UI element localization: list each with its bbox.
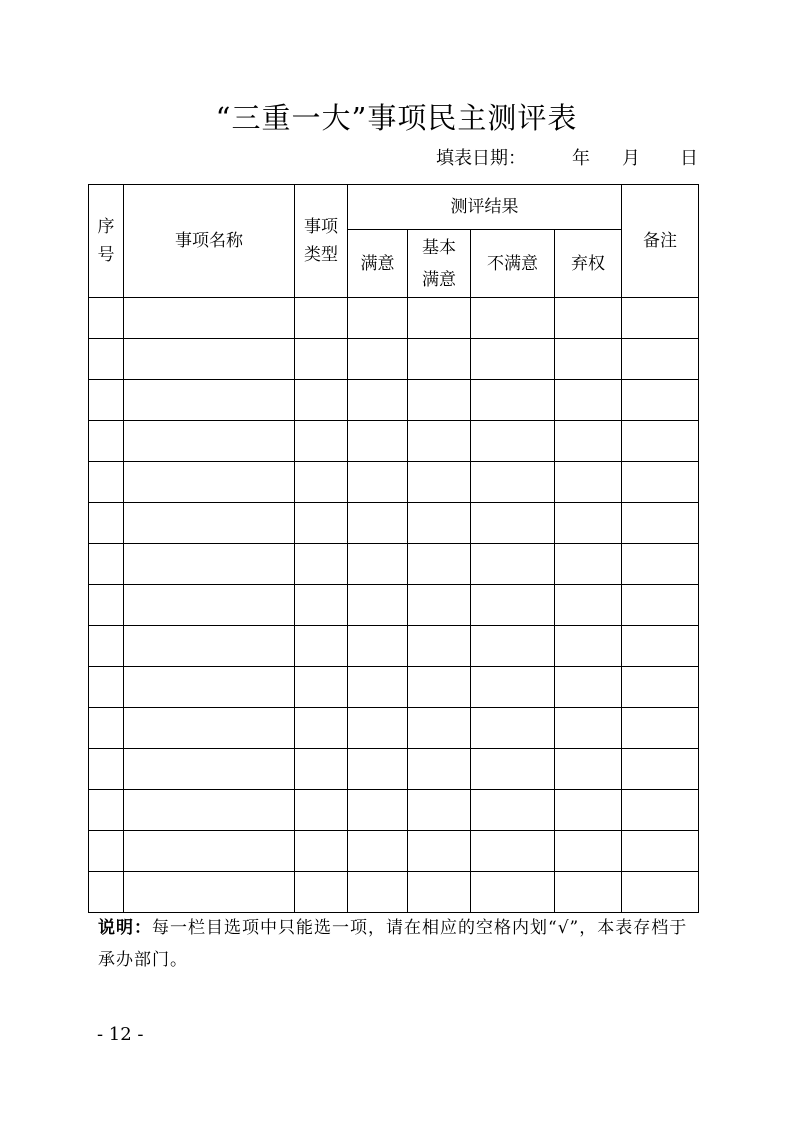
- table-cell[interactable]: [622, 626, 699, 667]
- header-unsatisfied: 不满意: [471, 230, 555, 298]
- table-cell[interactable]: [622, 298, 699, 339]
- table-cell[interactable]: [408, 421, 471, 462]
- table-cell[interactable]: [348, 708, 408, 749]
- header-basic-satisfied: [408, 230, 471, 298]
- table-cell[interactable]: [555, 831, 622, 872]
- table-cell[interactable]: [124, 503, 295, 544]
- table-cell[interactable]: [295, 790, 348, 831]
- table-row: [89, 749, 699, 790]
- table-cell[interactable]: [622, 872, 699, 913]
- table-cell[interactable]: [471, 872, 555, 913]
- table-cell[interactable]: [295, 339, 348, 380]
- table-row: [89, 585, 699, 626]
- instructions-note: [98, 912, 698, 976]
- table-cell[interactable]: [408, 872, 471, 913]
- table-cell[interactable]: [622, 831, 699, 872]
- table-cell[interactable]: [408, 790, 471, 831]
- table-cell[interactable]: [124, 380, 295, 421]
- table-cell[interactable]: [124, 544, 295, 585]
- table-cell[interactable]: [348, 462, 408, 503]
- table-cell[interactable]: [408, 831, 471, 872]
- table-cell[interactable]: [555, 462, 622, 503]
- table-cell[interactable]: [89, 298, 124, 339]
- table-cell[interactable]: [348, 749, 408, 790]
- table-row: [89, 421, 699, 462]
- table-cell[interactable]: [124, 339, 295, 380]
- header-remark: 备注: [622, 185, 699, 298]
- table-cell[interactable]: [408, 503, 471, 544]
- table-cell[interactable]: [471, 626, 555, 667]
- table-cell[interactable]: [622, 339, 699, 380]
- table-cell[interactable]: [295, 831, 348, 872]
- evaluation-table: [88, 184, 699, 913]
- table-cell[interactable]: [124, 462, 295, 503]
- table-cell[interactable]: [348, 339, 408, 380]
- table-cell[interactable]: [555, 339, 622, 380]
- header-abstain: 弃权: [555, 230, 622, 298]
- table-cell[interactable]: [89, 790, 124, 831]
- table-cell[interactable]: [89, 831, 124, 872]
- table-cell[interactable]: [471, 380, 555, 421]
- table-cell[interactable]: [622, 421, 699, 462]
- table-cell[interactable]: [555, 667, 622, 708]
- table-cell[interactable]: [124, 667, 295, 708]
- page-title: “三重一大”事项民主测评表: [215, 101, 578, 135]
- table-cell[interactable]: [471, 831, 555, 872]
- header-seq: [89, 185, 124, 298]
- table-row: [89, 708, 699, 749]
- table-cell[interactable]: [348, 872, 408, 913]
- table-cell[interactable]: [471, 298, 555, 339]
- table-cell[interactable]: [348, 298, 408, 339]
- table-row: [89, 626, 699, 667]
- table-cell[interactable]: [348, 503, 408, 544]
- table-cell[interactable]: [295, 626, 348, 667]
- table-cell[interactable]: [89, 544, 124, 585]
- table-cell[interactable]: [89, 667, 124, 708]
- table-cell[interactable]: [348, 380, 408, 421]
- table-cell[interactable]: [124, 790, 295, 831]
- table-cell[interactable]: [295, 667, 348, 708]
- table-cell[interactable]: [89, 626, 124, 667]
- table-cell[interactable]: [408, 544, 471, 585]
- table-cell[interactable]: [471, 421, 555, 462]
- table-row: [89, 298, 699, 339]
- table-cell[interactable]: [295, 872, 348, 913]
- table-cell[interactable]: [89, 708, 124, 749]
- table-cell[interactable]: [555, 585, 622, 626]
- table-cell[interactable]: [622, 585, 699, 626]
- fill-date-label: 填表日期：: [436, 148, 526, 169]
- header-name: 事项名称: [124, 185, 295, 298]
- table-cell[interactable]: [348, 421, 408, 462]
- header-basic-satisfied-label: 基本满意: [422, 237, 456, 290]
- table-cell[interactable]: [555, 380, 622, 421]
- note-text: 每一栏目选项中只能选一项，请在相应的空格内划“√”，本表存档于承办部门。: [98, 918, 688, 970]
- table-cell[interactable]: [124, 298, 295, 339]
- table-cell[interactable]: [348, 790, 408, 831]
- table-cell[interactable]: [89, 462, 124, 503]
- table-cell[interactable]: [348, 831, 408, 872]
- table-cell[interactable]: [89, 585, 124, 626]
- fill-date: [436, 144, 698, 168]
- table-cell[interactable]: [124, 749, 295, 790]
- table-cell[interactable]: [89, 380, 124, 421]
- table-cell[interactable]: [471, 749, 555, 790]
- table-cell[interactable]: [555, 708, 622, 749]
- table-cell[interactable]: [555, 872, 622, 913]
- table-cell[interactable]: [622, 790, 699, 831]
- table-row: [89, 872, 699, 913]
- table-cell[interactable]: [471, 585, 555, 626]
- page-number: - 12 -: [97, 1024, 144, 1045]
- table-cell[interactable]: [471, 790, 555, 831]
- table-cell[interactable]: [295, 708, 348, 749]
- table-cell[interactable]: [124, 831, 295, 872]
- table-cell[interactable]: [622, 544, 699, 585]
- header-type-label: 事项类型: [304, 217, 338, 265]
- table-cell[interactable]: [471, 339, 555, 380]
- table-cell[interactable]: [471, 462, 555, 503]
- table-cell[interactable]: [622, 749, 699, 790]
- table-cell[interactable]: [408, 626, 471, 667]
- table-cell[interactable]: [295, 585, 348, 626]
- table-cell[interactable]: [295, 503, 348, 544]
- table-cell[interactable]: [471, 667, 555, 708]
- table-cell[interactable]: [89, 749, 124, 790]
- table-cell[interactable]: [124, 421, 295, 462]
- table-cell[interactable]: [408, 462, 471, 503]
- table-cell[interactable]: [124, 708, 295, 749]
- table-cell[interactable]: [622, 380, 699, 421]
- header-type: [295, 185, 348, 298]
- table-row: [89, 503, 699, 544]
- table-cell[interactable]: [89, 872, 124, 913]
- fill-date-day: 日: [680, 148, 698, 169]
- table-cell[interactable]: [555, 503, 622, 544]
- table-cell[interactable]: [408, 749, 471, 790]
- table-row: [89, 380, 699, 421]
- table-row: [89, 667, 699, 708]
- table-cell[interactable]: [295, 380, 348, 421]
- table-cell[interactable]: [555, 544, 622, 585]
- table-cell[interactable]: [124, 626, 295, 667]
- header-satisfied: 满意: [348, 230, 408, 298]
- table-cell[interactable]: [622, 462, 699, 503]
- table-cell[interactable]: [348, 585, 408, 626]
- table-cell[interactable]: [89, 339, 124, 380]
- table-row: [89, 339, 699, 380]
- table-cell[interactable]: [408, 667, 471, 708]
- header-eval-group: 测评结果: [348, 185, 622, 230]
- table-cell[interactable]: [555, 749, 622, 790]
- table-cell[interactable]: [555, 298, 622, 339]
- table-cell[interactable]: [295, 749, 348, 790]
- table-cell[interactable]: [348, 626, 408, 667]
- table-cell[interactable]: [89, 503, 124, 544]
- table-cell[interactable]: [124, 585, 295, 626]
- table-cell[interactable]: [622, 708, 699, 749]
- table-cell[interactable]: [408, 339, 471, 380]
- table-cell[interactable]: [555, 790, 622, 831]
- table-cell[interactable]: [622, 667, 699, 708]
- table-row: [89, 831, 699, 872]
- note-label: 说明：: [98, 918, 152, 938]
- table-cell[interactable]: [471, 708, 555, 749]
- table-cell[interactable]: [89, 421, 124, 462]
- table-row: [89, 544, 699, 585]
- table-cell[interactable]: [295, 298, 348, 339]
- table-cell[interactable]: [622, 503, 699, 544]
- table-cell[interactable]: [408, 380, 471, 421]
- table-cell[interactable]: [471, 544, 555, 585]
- table-row: [89, 462, 699, 503]
- fill-date-year: 年: [572, 148, 590, 169]
- table-cell[interactable]: [124, 872, 295, 913]
- table-cell[interactable]: [408, 298, 471, 339]
- table-cell[interactable]: [408, 708, 471, 749]
- header-seq-label: 序号: [97, 217, 115, 265]
- table-cell[interactable]: [471, 503, 555, 544]
- table-cell[interactable]: [348, 544, 408, 585]
- table-cell[interactable]: [295, 544, 348, 585]
- table-cell[interactable]: [348, 667, 408, 708]
- table-row: [89, 790, 699, 831]
- table-cell[interactable]: [408, 585, 471, 626]
- fill-date-month: 月: [622, 148, 640, 169]
- table-cell[interactable]: [555, 421, 622, 462]
- table-cell[interactable]: [555, 626, 622, 667]
- table-cell[interactable]: [295, 421, 348, 462]
- table-cell[interactable]: [295, 462, 348, 503]
